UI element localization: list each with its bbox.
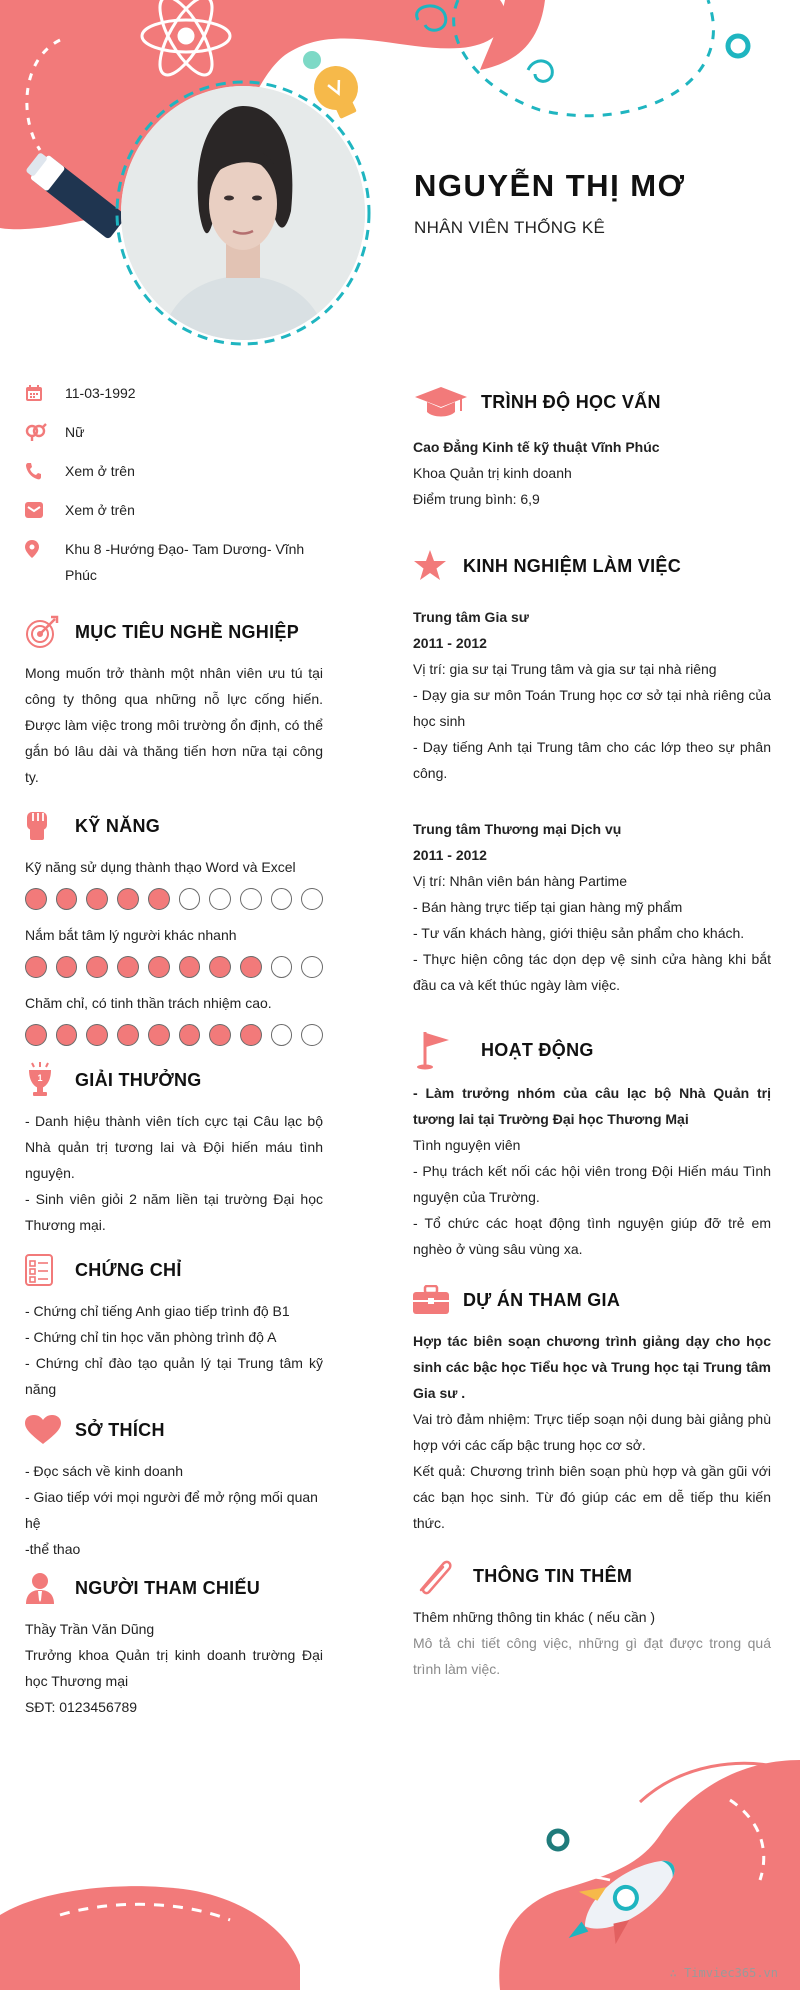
skill-rating	[25, 1024, 323, 1046]
rating-dot-filled	[179, 956, 201, 978]
rating-dot-filled	[148, 888, 170, 910]
address-value: Khu 8 -Hướng Đạo- Tam Dương- Vĩnh Phúc	[65, 541, 305, 583]
additional-line-2: Mô tả chi tiết công việc, những gì đạt được trong quá trình làm việc.	[413, 1635, 771, 1677]
certificate-item-3: - Chứng chỉ đào tạo quản lý tại Trung tâm kỹ năng	[25, 1355, 323, 1397]
experience-title: KINH NGHIỆM LÀM VIỆC	[463, 555, 682, 576]
certificate-item-1: - Chứng chỉ tiếng Anh giao tiếp trình độ B1	[25, 1303, 290, 1319]
education-header	[413, 380, 771, 424]
rating-dot-filled	[209, 1024, 231, 1046]
experience-entry	[413, 604, 771, 786]
activity-main-title: - Làm trưởng nhóm của câu lạc bộ Nhà Quản trị tương lai tại Trường Đại học Thương Mại	[413, 1085, 771, 1127]
certificates-title: CHỨNG CHỈ	[75, 1259, 182, 1280]
experience-header	[413, 544, 771, 588]
rating-dot-filled	[25, 1024, 47, 1046]
project-role: Vai trò đảm nhiệm: Trực tiếp soạn nội dung bài giảng phù hợp với các cấp bậc trung học cơ sở.	[413, 1411, 771, 1453]
education-school	[413, 434, 771, 460]
reference-name: Thầy Trần Văn Dũng	[25, 1621, 155, 1637]
hobby-item-2: - Giao tiếp với mọi người để mở rộng mối quan hệ	[25, 1489, 318, 1531]
flag-icon	[413, 1030, 481, 1070]
rating-dot-empty	[240, 888, 262, 910]
skills-list	[25, 854, 323, 1046]
rating-dot-filled	[117, 888, 139, 910]
heart-icon	[25, 1415, 75, 1445]
project-main-title: Hợp tác biên soạn chương trình giảng dạy cho học sinh các bậc học Tiểu học và Trung học tại Trung tâm Gia sư .	[413, 1333, 771, 1401]
job-position: Vị trí: Nhân viên bán hàng Partime	[413, 873, 628, 889]
rating-dot-filled	[25, 956, 47, 978]
awards-line-1: - Danh hiệu thành viên tích cực tại Câu lạc bộ Nhà quản trị tương lai và Đội hiến máu tình nguyện.	[25, 1113, 323, 1181]
left-column	[25, 380, 323, 1720]
rating-dot-filled	[86, 1024, 108, 1046]
star-icon	[413, 550, 463, 582]
career-goal-header	[25, 610, 323, 654]
graduation-cap-icon	[413, 385, 481, 419]
education-major: Khoa Quản trị kinh doanh	[413, 465, 572, 481]
reference-position: Trưởng khoa Quản trị kinh doanh trường Đại học Thương mại	[25, 1647, 323, 1689]
footer-decoration	[0, 1740, 800, 1990]
job-period: 2011 - 2012	[413, 635, 487, 651]
job-duty: - Tư vấn khách hàng, giới thiệu sản phẩm cho khách.	[413, 925, 745, 941]
job-period: 2011 - 2012	[413, 847, 487, 863]
awards-header	[25, 1058, 323, 1102]
phone-value[interactable]: Xem ở trên	[65, 463, 135, 479]
skill-rating	[25, 956, 323, 978]
awards-title: GIẢI THƯỞNG	[75, 1069, 202, 1090]
projects-title: DỰ ÁN THAM GIA	[463, 1289, 621, 1310]
rating-dot-filled	[148, 956, 170, 978]
rating-dot-empty	[301, 956, 323, 978]
location-icon	[25, 536, 65, 562]
rating-dot-empty	[301, 888, 323, 910]
career-goal-title: MỤC TIÊU NGHỀ NGHIỆP	[75, 621, 300, 642]
job-company: Trung tâm Thương mại Dịch vụ	[413, 821, 622, 837]
calendar-icon	[25, 380, 65, 406]
checklist-icon	[25, 1254, 75, 1286]
job-duty: - Bán hàng trực tiếp tại gian hàng mỹ phẩm	[413, 899, 683, 915]
target-icon	[25, 615, 75, 649]
contact-phone	[25, 458, 323, 484]
projects-header	[413, 1278, 771, 1322]
references-header	[25, 1566, 323, 1610]
fist-icon	[25, 810, 75, 842]
skill-label: Kỹ năng sử dụng thành thạo Word và Excel	[25, 859, 296, 875]
skill-label: Chăm chỉ, có tinh thần trách nhiệm cao.	[25, 995, 272, 1011]
rating-dot-filled	[209, 956, 231, 978]
rating-dot-filled	[240, 956, 262, 978]
mail-icon	[25, 497, 65, 523]
rating-dot-empty	[271, 888, 293, 910]
hobbies-header	[25, 1408, 323, 1452]
paperclip-icon	[413, 1556, 473, 1596]
skill-rating	[25, 888, 323, 910]
rating-dot-filled	[148, 1024, 170, 1046]
job-company: Trung tâm Gia sư	[413, 609, 529, 625]
phone-icon	[25, 458, 65, 484]
project-main	[413, 1328, 771, 1406]
rating-dot-empty	[301, 1024, 323, 1046]
svg-text:1: 1	[37, 1073, 43, 1083]
gender-value: Nữ	[65, 424, 85, 440]
rating-dot-filled	[240, 1024, 262, 1046]
hobbies-title: SỞ THÍCH	[75, 1419, 165, 1440]
contact-address	[25, 536, 323, 588]
candidate-name: NGUYỄN THỊ MƠ	[414, 168, 686, 203]
hobby-item-3: -thể thao	[25, 1541, 81, 1557]
right-column	[413, 380, 771, 1682]
education-school-name: Cao Đẳng Kinh tế kỹ thuật Vĩnh Phúc	[413, 439, 660, 455]
rating-dot-filled	[56, 888, 78, 910]
activity-main	[413, 1080, 771, 1132]
skill-label: Nắm bắt tâm lý người khác nhanh	[25, 927, 237, 943]
watermark: ∴ Timviec365.vn	[669, 1966, 778, 1980]
rating-dot-filled	[25, 888, 47, 910]
footer-blob-left	[0, 1886, 300, 1990]
rating-dot-filled	[56, 956, 78, 978]
job-duty: - Thực hiện công tác dọn dẹp vệ sinh cửa hàng khi bắt đầu ca và kết thúc ngày làm việc.	[413, 951, 771, 993]
rating-dot-filled	[86, 888, 108, 910]
job-duty: - Dạy gia sư môn Toán Trung học cơ sở tại nhà riêng của học sinh	[413, 687, 771, 729]
certificate-item-2: - Chứng chỉ tin học văn phòng trình độ A	[25, 1329, 277, 1345]
briefcase-icon	[413, 1285, 463, 1315]
person-icon	[25, 1572, 75, 1604]
job-duty: - Dạy tiếng Anh tại Trung tâm cho các lớp theo sự phân công.	[413, 739, 771, 781]
activities-title: HOẠT ĐỘNG	[481, 1039, 594, 1060]
rating-dot-empty	[209, 888, 231, 910]
career-goal-text: Mong muốn trở thành một nhân viên ưu tú tại công ty thông qua những nỗ lực cống hiến. Được làm việc trong môi trường ổn định, có thể gắn bó lâu dài và thăng tiến hơn nữa tại công ty.	[25, 665, 323, 785]
rating-dot-filled	[86, 956, 108, 978]
rating-dot-empty	[271, 1024, 293, 1046]
additional-header	[413, 1554, 771, 1598]
project-result: Kết quả: Chương trình biên soạn phù hợp và gần gũi với các bạn học sinh. Từ đó giúp các em dễ tiếp thu kiến thức.	[413, 1463, 771, 1531]
activity-line-1: - Phụ trách kết nối các hội viên trong Đội Hiến máu Tình nguyện của Trường.	[413, 1163, 771, 1205]
contact-birthday	[25, 380, 323, 406]
additional-line-1: Thêm những thông tin khác ( nếu cần )	[413, 1609, 656, 1625]
contact-gender	[25, 419, 323, 445]
skills-title: KỸ NĂNG	[75, 815, 161, 836]
hobby-item-1: - Đọc sách về kinh doanh	[25, 1463, 183, 1479]
activity-line-2: - Tổ chức các hoạt động tình nguyện giúp đỡ trẻ em nghèo ở vùng sâu vùng xa.	[413, 1215, 771, 1257]
rating-dot-filled	[56, 1024, 78, 1046]
reference-phone: SĐT: 0123456789	[25, 1699, 138, 1715]
activity-subtitle: Tình nguyện viên	[413, 1137, 521, 1153]
gender-icon	[25, 419, 65, 445]
education-gpa: Điểm trung bình: 6,9	[413, 491, 540, 507]
avatar	[121, 86, 365, 340]
contact-email	[25, 497, 323, 523]
rating-dot-empty	[179, 888, 201, 910]
job-position: Vị trí: gia sư tại Trung tâm và gia sư tại nhà riêng	[413, 661, 717, 677]
certificates-header	[25, 1248, 323, 1292]
additional-title: THÔNG TIN THÊM	[473, 1565, 633, 1586]
activities-header	[413, 1028, 771, 1072]
birthday-value: 11-03-1992	[65, 385, 136, 401]
experience-entry	[413, 816, 771, 998]
trophy-icon	[25, 1062, 75, 1098]
references-title: NGƯỜI THAM CHIẾU	[75, 1577, 261, 1598]
awards-line-2: - Sinh viên giỏi 2 năm liền tại trường Đại học Thương mại.	[25, 1191, 323, 1233]
rating-dot-filled	[179, 1024, 201, 1046]
profile-photo-frame	[113, 78, 373, 348]
skills-header	[25, 804, 323, 848]
education-title: TRÌNH ĐỘ HỌC VẤN	[481, 391, 661, 412]
email-value[interactable]: Xem ở trên	[65, 502, 135, 518]
candidate-title: NHÂN VIÊN THỐNG KÊ	[414, 218, 606, 237]
experience-list	[413, 604, 771, 998]
rating-dot-empty	[271, 956, 293, 978]
rating-dot-filled	[117, 1024, 139, 1046]
rating-dot-filled	[117, 956, 139, 978]
